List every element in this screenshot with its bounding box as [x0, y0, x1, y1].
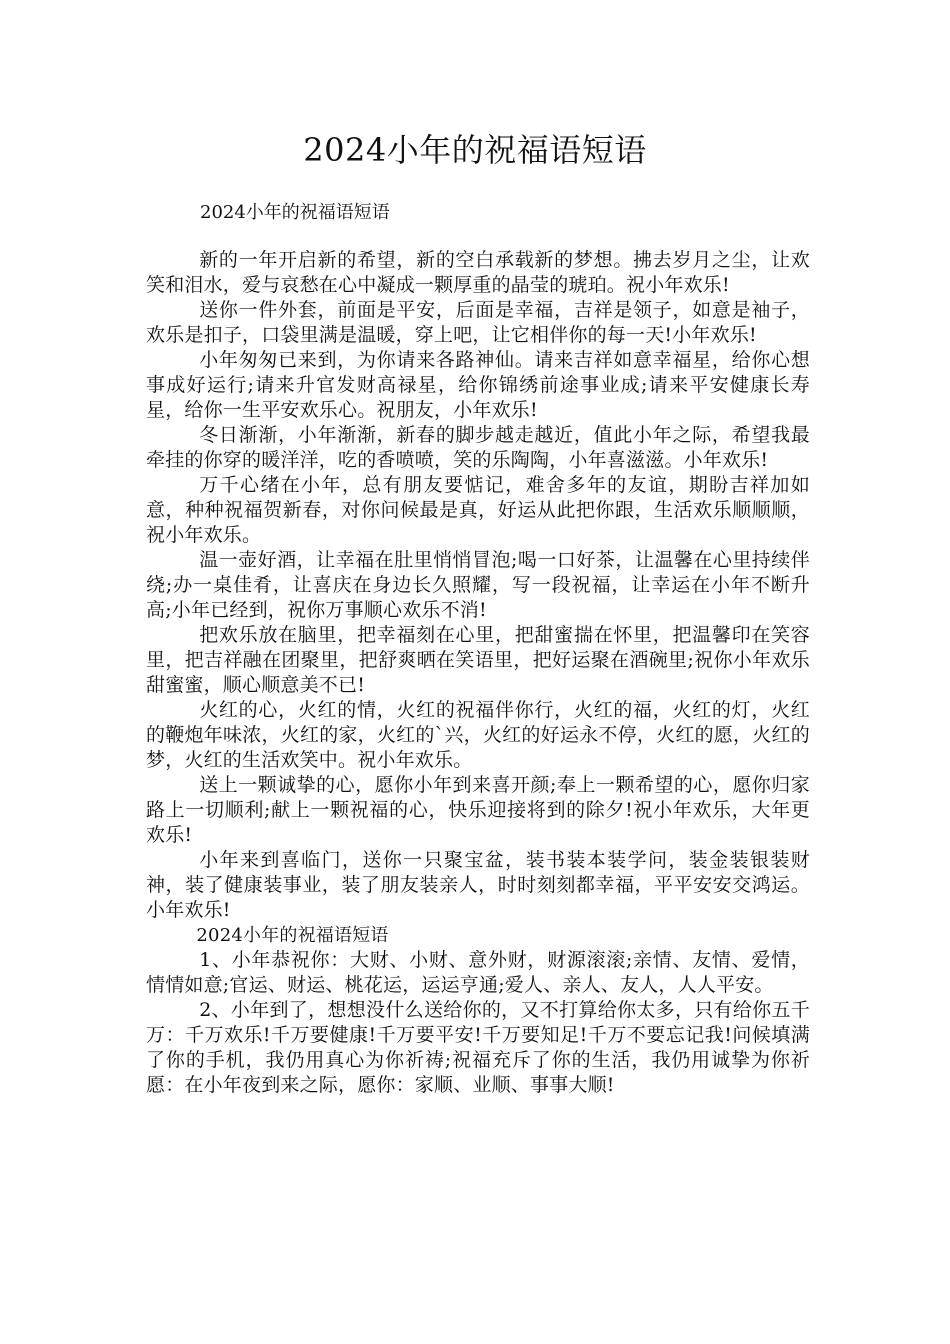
numbered-item: 2、小年到了，想想没什么送给你的，又不打算给你太多，只有给你五千万：千万欢乐!千万要健康!千万要平安!千万要知足!千万不要忘记我!问候填满了你的手机，我仍用真心为你祈祷;祝福充斥了你的生活，我仍用诚挚为你祈愿：在小年夜到来之际，愿你：家顺、业顺、事事大顺! — [146, 999, 810, 1096]
document-subtitle: 2024小年的祝福语短语 — [200, 202, 390, 223]
paragraph: 冬日渐渐，小年渐渐，新春的脚步越走越近，值此小年之际，希望我最牵挂的你穿的暖洋洋，吃的香喷喷，笑的乐陶陶，小年喜滋滋。小年欢乐! — [146, 424, 810, 471]
numbered-item: 1、小年恭祝你：大财、小财、意外财，财源滚滚;亲情、友情、爱情，情情如意;官运、财运、桃花运，运运亨通;爱人、亲人、友人，人人平安。 — [146, 949, 810, 996]
paragraph: 送你一件外套，前面是平安，后面是幸福，吉祥是领子，如意是袖子，欢乐是扣子，口袋里满是温暖，穿上吧，让它相伴你的每一天!小年欢乐! — [146, 299, 810, 346]
document-body — [146, 248, 810, 1098]
paragraph: 小年来到喜临门，送你一只聚宝盆，装书装本装学问，装金装银装财神，装了健康装事业，装了朋友装亲人，时时刻刻都幸福，平平安安交鸿运。小年欢乐! — [146, 849, 810, 921]
paragraph: 温一壶好酒，让幸福在肚里悄悄冒泡;喝一口好茶，让温馨在心里持续伴绕;办一桌佳肴，让喜庆在身边长久照耀，写一段祝福，让幸运在小年不断升高;小年已经到，祝你万事顺心欢乐不消! — [146, 549, 810, 621]
document-title: 2024小年的祝福语短语 — [303, 131, 647, 169]
paragraph: 火红的心，火红的情，火红的祝福伴你行，火红的福，火红的灯，火红的鞭炮年味浓，火红的家，火红的`兴，火红的好运永不停，火红的愿，火红的梦，火红的生活欢笑中。祝小年欢乐。 — [146, 699, 810, 771]
paragraph: 把欢乐放在脑里，把幸福刻在心里，把甜蜜揣在怀里，把温馨印在笑容里，把吉祥融在团聚里，把舒爽晒在笑语里，把好运聚在酒碗里;祝你小年欢乐甜蜜蜜，顺心顺意美不已! — [146, 624, 810, 696]
paragraph: 小年匆匆已来到，为你请来各路神仙。请来吉祥如意幸福星，给你心想事成好运行;请来升官发财高禄星，给你锦绣前途事业成;请来平安健康长寿星，给你一生平安欢乐心。祝朋友，小年欢乐! — [146, 349, 810, 421]
paragraph: 新的一年开启新的希望，新的空白承载新的梦想。拂去岁月之尘，让欢笑和泪水，爱与哀愁在心中凝成一颗厚重的晶莹的琥珀。祝小年欢乐! — [146, 249, 810, 296]
paragraph: 送上一颗诚挚的心，愿你小年到来喜开颜;奉上一颗希望的心，愿你归家路上一切顺利;献上一颗祝福的心，快乐迎接将到的除夕!祝小年欢乐，大年更欢乐! — [146, 774, 810, 846]
paragraph: 万千心绪在小年，总有朋友要惦记，难舍多年的友谊，期盼吉祥加如意，种种祝福贺新春，对你问候最是真，好运从此把你跟，生活欢乐顺顺顺，祝小年欢乐。 — [146, 474, 810, 546]
section-heading: 2024小年的祝福语短语 — [196, 925, 389, 946]
